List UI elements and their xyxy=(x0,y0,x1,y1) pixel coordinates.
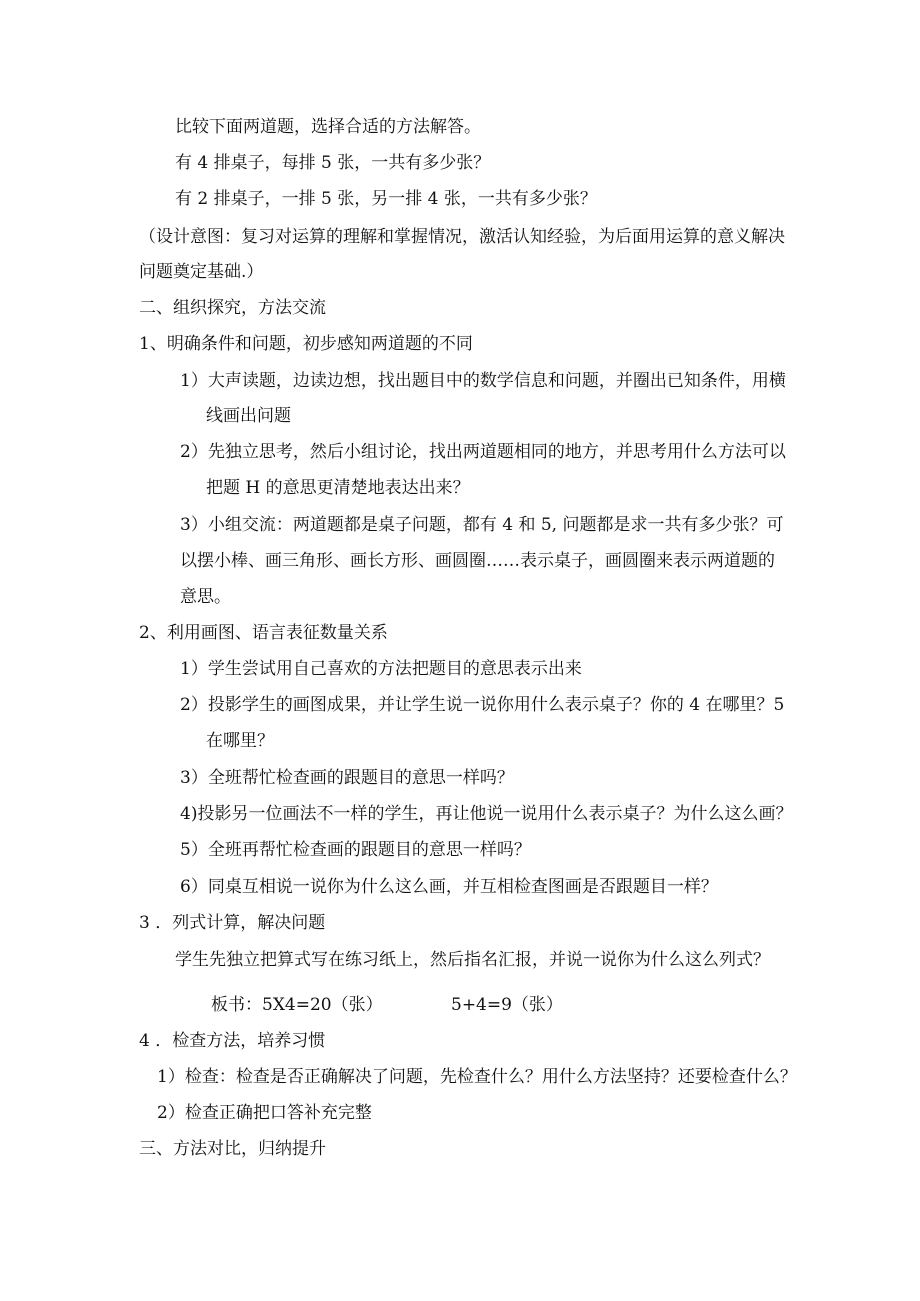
text-line: （设计意图：复习对运算的理解和掌握情况，激活认知经验，为后面用运算的意义解决 xyxy=(139,227,785,247)
text-line: 5）全班再帮忙检查画的跟题目的意思一样吗？ xyxy=(180,840,531,860)
subsection-heading: 2、利用画图、语言表征数量关系 xyxy=(139,623,388,643)
text-line: 2）检查正确把口答补充完整 xyxy=(157,1103,372,1123)
text-line: 1）检查：检查是否正确解决了问题，先检查什么？用什么方法坚持？还要检查什么？ xyxy=(157,1067,797,1087)
subsection-heading: 4 ．检查方法，培养习惯 xyxy=(139,1031,326,1051)
text-line: 1）大声读题，边读边想，找出题目中的数学信息和问题，并圈出已知条件，用横 xyxy=(180,371,786,391)
board-formula-2: 5+4=9（张） xyxy=(451,995,563,1015)
text-line: 4)投影另一位画法不一样的学生，再让他说一说用什么表示桌子？为什么这么画？ xyxy=(180,804,793,824)
board-formula-1: 板书：5X4=20（张） xyxy=(211,995,383,1015)
text-line: 在哪里？ xyxy=(206,731,274,751)
text-line: 有 4 排桌子，每排 5 张，一共有多少张？ xyxy=(175,153,491,173)
text-line: 6）同桌互相说一说你为什么这么画，并互相检查图画是否跟题目一样？ xyxy=(180,877,718,897)
subsection-heading: 1、明确条件和问题，初步感知两道题的不同 xyxy=(139,334,473,354)
text-line: 2）投影学生的画图成果，并让学生说一说你用什么表示桌子？你的 4 在哪里？5 xyxy=(180,695,785,715)
text-line: 3）全班帮忙检查画的跟题目的意思一样吗？ xyxy=(180,768,514,788)
subsection-heading: 3 ．列式计算，解决问题 xyxy=(139,913,326,933)
section-heading: 二、组织探究，方法交流 xyxy=(139,298,326,318)
text-line: 3）小组交流：两道题都是桌子问题，都有 4 和 5, 问题都是求一共有多少张？可 xyxy=(180,515,784,535)
text-line: 以摆小棒、画三角形、画长方形、画圆圈……表示桌子，画圆圈来表示两道题的 xyxy=(180,551,775,571)
text-line: 比较下面两道题，选择合适的方法解答。 xyxy=(175,117,481,137)
text-line: 把题 H 的意思更清楚地表达出来？ xyxy=(206,478,470,498)
text-line: 2）先独立思考，然后小组讨论，找出两道题相同的地方，并思考用什么方法可以 xyxy=(180,442,786,462)
section-heading: 三、方法对比，归纳提升 xyxy=(139,1139,326,1159)
text-line: 问题奠定基础.） xyxy=(139,262,264,282)
text-line: 有 2 排桌子，一排 5 张，另一排 4 张，一共有多少张？ xyxy=(175,189,597,209)
text-line: 线画出问题 xyxy=(206,406,291,426)
text-line: 意思。 xyxy=(180,587,231,607)
text-line: 1）学生尝试用自己喜欢的方法把题目的意思表示出来 xyxy=(180,659,582,679)
text-line: 学生先独立把算式写在练习纸上，然后指名汇报，并说一说你为什么这么列式？ xyxy=(175,950,770,970)
